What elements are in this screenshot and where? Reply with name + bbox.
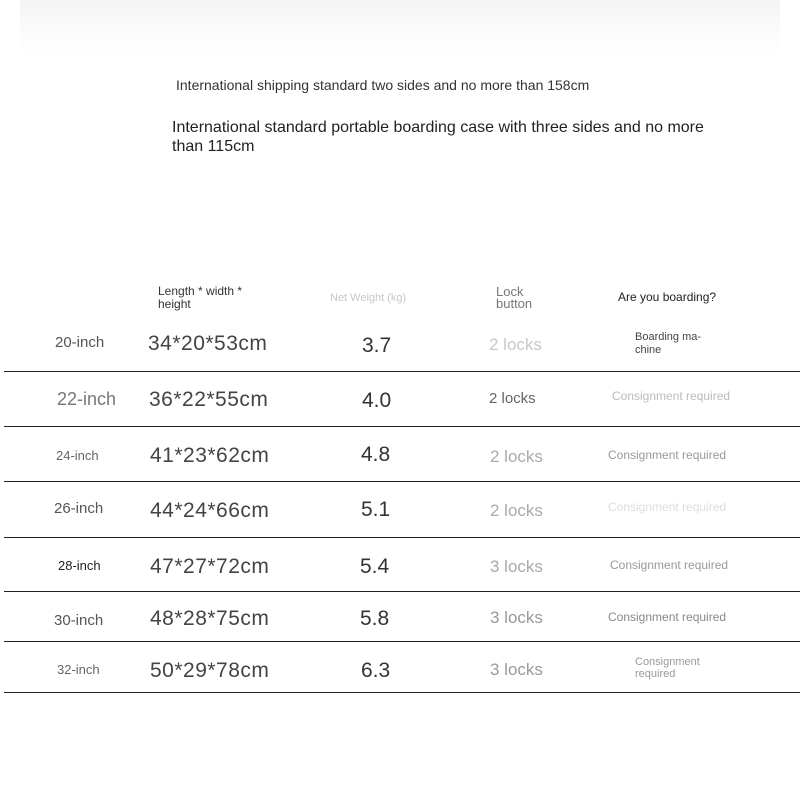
weight-cell: 4.8 (361, 443, 391, 466)
top-shadow (20, 0, 780, 55)
dimensions-cell: 44*24*66cm (150, 499, 270, 522)
boarding-cell: Consignment required (610, 558, 729, 572)
locks-cell: 3 locks (490, 660, 543, 679)
weight-cell: 6.3 (361, 659, 391, 682)
header-lock-button: Lock button (496, 284, 533, 311)
dimensions-cell: 41*23*62cm (150, 444, 270, 467)
header-dimensions: Length * width * height (158, 284, 243, 311)
locks-cell: 2 locks (489, 390, 536, 407)
weight-cell: 5.1 (361, 498, 391, 521)
boarding-standard-note: International standard portable boarding case with three sides and no more than 115cm (172, 119, 704, 155)
header-net-weight: Net Weight (kg) (330, 292, 407, 304)
weight-cell: 4.0 (362, 389, 392, 412)
dimensions-cell: 48*28*75cm (150, 607, 270, 630)
locks-cell: 3 locks (490, 557, 543, 576)
shipping-standard-note: International shipping standard two sides and no more than 158cm (176, 77, 590, 93)
size-cell: 22-inch (57, 389, 117, 409)
row-divider (4, 481, 800, 482)
weight-cell: 3.7 (362, 334, 392, 357)
dimensions-cell: 36*22*55cm (149, 388, 269, 411)
size-cell: 26-inch (54, 500, 104, 517)
dimensions-cell: 47*27*72cm (150, 555, 270, 578)
row-divider (4, 591, 800, 592)
row-divider (4, 426, 800, 427)
row-divider (4, 692, 800, 693)
weight-cell: 5.8 (360, 607, 390, 630)
dimensions-cell: 34*20*53cm (148, 332, 268, 355)
dimensions-cell: 50*29*78cm (150, 659, 270, 682)
boarding-cell: Consignment required (608, 500, 727, 514)
size-cell: 30-inch (54, 612, 104, 629)
row-divider (4, 371, 800, 372)
locks-cell: 3 locks (490, 608, 543, 627)
size-cell: 32-inch (57, 662, 100, 677)
row-divider (4, 641, 800, 642)
boarding-cell: Consignment required (635, 656, 700, 680)
size-cell: 20-inch (55, 334, 105, 351)
locks-cell: 2 locks (489, 335, 542, 354)
boarding-cell: Consignment required (608, 448, 727, 462)
header-boarding: Are you boarding? (618, 290, 717, 304)
boarding-cell: Consignment required (612, 389, 731, 403)
weight-cell: 5.4 (360, 555, 390, 578)
size-cell: 24-inch (56, 448, 99, 463)
size-cell: 28-inch (58, 558, 101, 573)
locks-cell: 2 locks (490, 501, 543, 520)
boarding-cell: Consignment required (608, 610, 727, 624)
boarding-cell: Boarding ma-chine (635, 331, 702, 356)
row-divider (4, 537, 800, 538)
locks-cell: 2 locks (490, 447, 543, 466)
